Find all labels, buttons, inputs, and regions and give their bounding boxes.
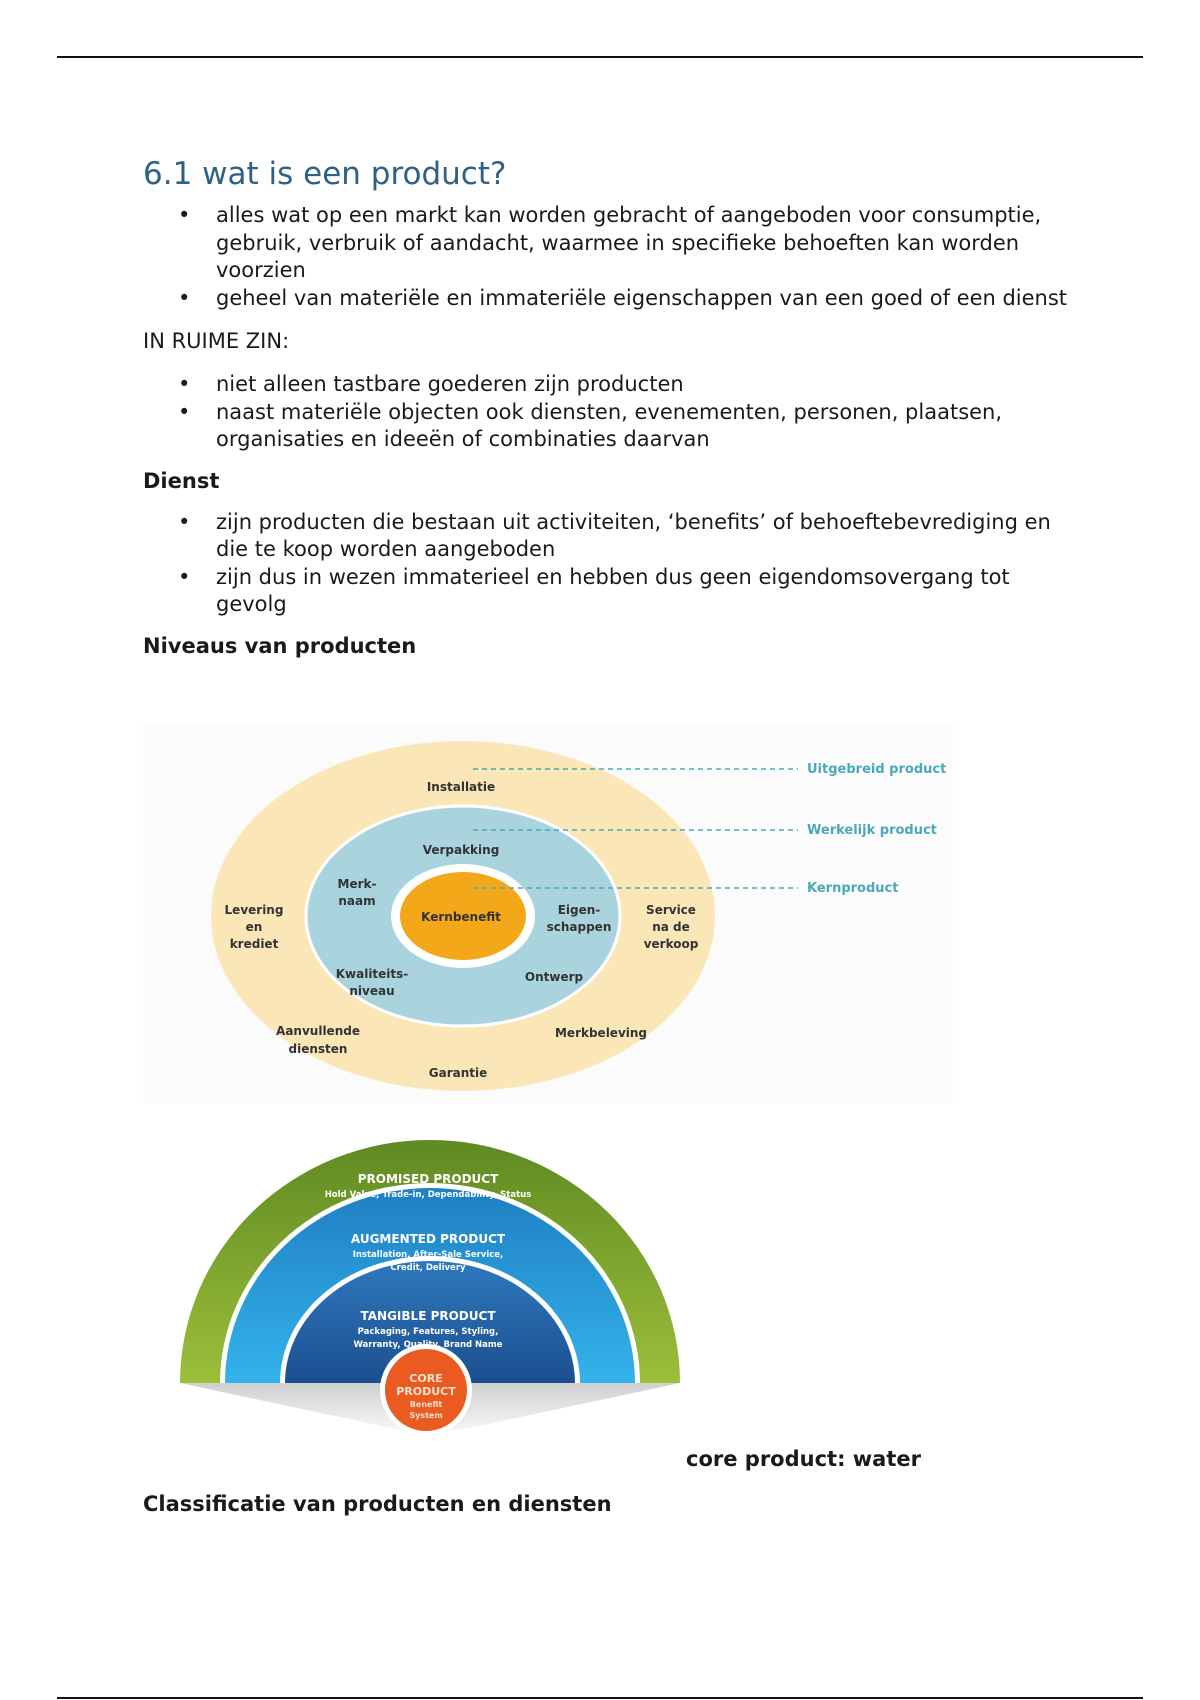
dienst-heading: Dienst	[143, 468, 220, 493]
legend-kern: Kernproduct	[807, 881, 899, 896]
augmented-subtitle-2: Credit, Delivery	[390, 1263, 466, 1273]
label-ontwerp: Ontwerp	[524, 970, 584, 984]
core-line-2: PRODUCT	[396, 1385, 456, 1398]
list-item: • geheel van materiële en immateriële eigenschappen van een goed of een dienst	[143, 285, 1083, 313]
label-verpakking: Verpakking	[422, 843, 500, 857]
caption-water: core product: water	[686, 1447, 921, 1471]
augmented-product-diagram	[170, 1140, 690, 1445]
document-body	[143, 156, 1083, 674]
header-rule	[57, 56, 1143, 58]
intro-list	[143, 202, 1083, 312]
augmented-title: AUGMENTED PRODUCT	[350, 1232, 506, 1246]
legend-werkelijk: Werkelijk product	[807, 823, 937, 838]
label-garantie: Garantie	[428, 1066, 488, 1080]
product-levels-diagram	[143, 724, 953, 1104]
list-item: • zijn dus in wezen immaterieel en hebben dus geen eigendomsovergang tot gevolg	[143, 564, 1083, 619]
tangible-subtitle-1: Packaging, Features, Styling,	[357, 1327, 499, 1337]
legend-uitgebreid: Uitgebreid product	[807, 762, 947, 777]
label-service: Service na de verkoop	[643, 903, 699, 951]
label-kwaliteitsniveau: Kwaliteits-niveau	[335, 967, 409, 998]
core-line-1: CORE	[409, 1372, 443, 1385]
list-item: • zijn producten die bestaan uit activiteiten, ‘benefits’ of behoeftebevrediging en die te koop worden aangeboden	[143, 509, 1083, 564]
core-sub-1: Benefit	[409, 1400, 443, 1409]
core-sub-2: System	[409, 1411, 443, 1420]
niveaus-heading: Niveaus van producten	[143, 633, 417, 658]
label-merknaam: Merk-naam	[337, 877, 377, 908]
list-item: • alles wat op een markt kan worden gebracht of aangeboden voor consumptie, gebruik, verbruik of aandacht, waarmee in specifieke behoeften kan worden voorzien	[143, 202, 1083, 285]
label-eigenschappen: Eigen-schappen	[546, 903, 612, 934]
page-title: 6.1 wat is een product?	[143, 156, 507, 192]
classificatie-heading: Classificatie van producten en diensten	[143, 1492, 612, 1516]
label-levering: Levering en krediet	[224, 903, 284, 951]
list-item: • niet alleen tastbare goederen zijn producten	[143, 371, 1083, 399]
promised-title: PROMISED PRODUCT	[357, 1172, 499, 1186]
promised-subtitle: Hold Value, Trade-in, Dependability, Status	[324, 1190, 532, 1200]
augmented-subtitle-1: Installation, After-Sale Service,	[352, 1250, 504, 1260]
tangible-title: TANGIBLE PRODUCT	[360, 1309, 496, 1323]
label-aanvullende: Aanvullende diensten	[276, 1024, 360, 1056]
footer-rule	[57, 1697, 1143, 1699]
label-kernbenefit: Kernbenefit	[421, 910, 501, 924]
dienst-list	[143, 509, 1083, 619]
label-installatie: Installatie	[426, 780, 496, 794]
ruime-zin-label: IN RUIME ZIN:	[143, 329, 290, 353]
tangible-subtitle-2: Warranty, Quality, Brand Name	[353, 1340, 503, 1350]
ruime-zin-list	[143, 371, 1083, 454]
label-merkbeleving: Merkbeleving	[554, 1026, 648, 1040]
list-item: • naast materiële objecten ook diensten, evenementen, personen, plaatsen, organisaties en ideeën of combinaties daarvan	[143, 399, 1083, 454]
